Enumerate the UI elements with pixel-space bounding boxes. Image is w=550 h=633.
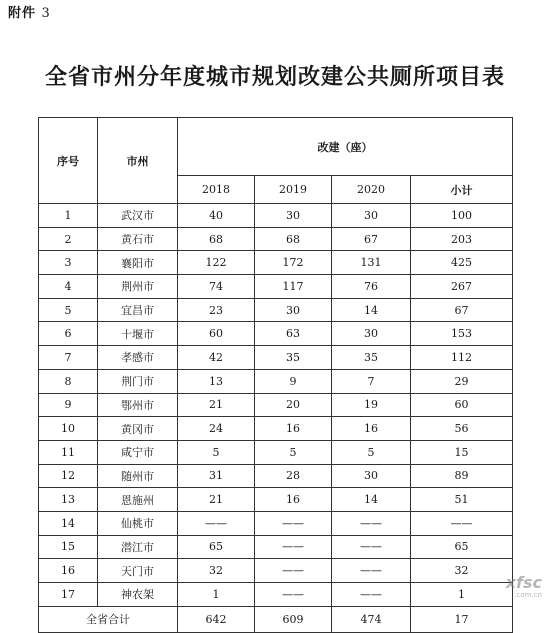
row-subtotal: 65 [411,535,513,559]
row-city: 潜江市 [98,535,178,559]
row-index: 8 [39,369,98,393]
row-2020: 67 [332,227,411,251]
row-city: 武汉市 [98,204,178,228]
attachment-number: 3 [41,6,51,21]
row-2019: —— [255,511,332,535]
table-row [39,369,513,393]
table-row [39,583,513,607]
row-2019: 5 [255,440,332,464]
row-2020: —— [332,535,411,559]
attachment-label-text: 附件 [8,6,37,21]
row-subtotal: 51 [411,488,513,512]
row-subtotal: 425 [411,251,513,275]
row-2019: 28 [255,464,332,488]
row-2018: 40 [178,204,255,228]
table-row [39,204,513,228]
row-2018: 21 [178,488,255,512]
row-index: 10 [39,417,98,441]
total-2018: 642 [178,606,255,632]
table-row [39,251,513,275]
col-header-subtotal: 小计 [411,176,513,204]
table-row [39,559,513,583]
table-body [39,204,513,607]
row-subtotal: 89 [411,464,513,488]
row-index: 9 [39,393,98,417]
row-index: 14 [39,511,98,535]
row-2020: 14 [332,488,411,512]
table-row [39,298,513,322]
col-header-2019: 2019 [255,176,332,204]
row-city: 襄阳市 [98,251,178,275]
watermark-suffix: .com.cn [514,591,542,599]
total-subtotal: 17 [411,606,513,632]
row-2018: 1 [178,583,255,607]
row-index: 15 [39,535,98,559]
row-subtotal: 1 [411,583,513,607]
row-2020: 14 [332,298,411,322]
attachment-label [8,2,51,21]
header-row-1 [39,118,513,176]
toilet-project-table [38,117,513,633]
row-subtotal: 203 [411,227,513,251]
row-2019: 117 [255,275,332,299]
total-row [39,606,513,632]
row-subtotal: 100 [411,204,513,228]
row-index: 5 [39,298,98,322]
col-header-index: 序号 [39,118,98,204]
row-2020: 7 [332,369,411,393]
row-2019: 9 [255,369,332,393]
row-subtotal: 29 [411,369,513,393]
table-row [39,464,513,488]
row-2020: 131 [332,251,411,275]
row-2018: 5 [178,440,255,464]
row-2020: 30 [332,322,411,346]
row-2020: —— [332,583,411,607]
row-city: 咸宁市 [98,440,178,464]
row-2019: 16 [255,488,332,512]
col-header-group: 改建（座） [178,118,513,176]
row-city: 随州市 [98,464,178,488]
col-header-2018: 2018 [178,176,255,204]
row-index: 6 [39,322,98,346]
row-2019: —— [255,535,332,559]
row-city: 十堰市 [98,322,178,346]
row-2019: 30 [255,298,332,322]
row-2019: —— [255,583,332,607]
row-2018: 32 [178,559,255,583]
row-city: 黄石市 [98,227,178,251]
row-2019: 172 [255,251,332,275]
table-row [39,322,513,346]
row-index: 3 [39,251,98,275]
row-city: 神农架 [98,583,178,607]
row-2019: —— [255,559,332,583]
table-row [39,511,513,535]
table-row [39,393,513,417]
row-index: 16 [39,559,98,583]
row-index: 1 [39,204,98,228]
row-city: 荆州市 [98,275,178,299]
row-2019: 68 [255,227,332,251]
row-2020: 19 [332,393,411,417]
row-2019: 30 [255,204,332,228]
row-city: 恩施州 [98,488,178,512]
row-index: 17 [39,583,98,607]
row-subtotal: 112 [411,346,513,370]
row-2019: 16 [255,417,332,441]
row-2020: 76 [332,275,411,299]
row-city: 宜昌市 [98,298,178,322]
row-2018: 23 [178,298,255,322]
row-2019: 20 [255,393,332,417]
table-row [39,275,513,299]
row-2018: 24 [178,417,255,441]
table-row [39,346,513,370]
row-2020: 5 [332,440,411,464]
table-row [39,488,513,512]
row-2020: —— [332,511,411,535]
table-row [39,417,513,441]
row-subtotal: —— [411,511,513,535]
row-2018: 31 [178,464,255,488]
row-subtotal: 60 [411,393,513,417]
row-index: 13 [39,488,98,512]
row-2020: 16 [332,417,411,441]
row-2018: —— [178,511,255,535]
col-header-2020: 2020 [332,176,411,204]
row-subtotal: 32 [411,559,513,583]
row-city: 天门市 [98,559,178,583]
total-2019: 609 [255,606,332,632]
row-2018: 65 [178,535,255,559]
row-city: 孝感市 [98,346,178,370]
document-title: 全省市州分年度城市规划改建公共厕所项目表 [44,65,505,90]
row-2018: 68 [178,227,255,251]
row-subtotal: 67 [411,298,513,322]
table-row [39,535,513,559]
row-subtotal: 15 [411,440,513,464]
watermark-text: xfsc [505,573,542,592]
watermark-logo [506,575,542,600]
row-index: 4 [39,275,98,299]
row-subtotal: 56 [411,417,513,441]
row-subtotal: 153 [411,322,513,346]
row-2020: 35 [332,346,411,370]
row-index: 2 [39,227,98,251]
row-2020: —— [332,559,411,583]
total-2020: 474 [332,606,411,632]
row-index: 11 [39,440,98,464]
col-header-city: 市州 [98,118,178,204]
row-index: 7 [39,346,98,370]
row-2018: 21 [178,393,255,417]
row-2018: 42 [178,346,255,370]
row-city: 黄冈市 [98,417,178,441]
row-index: 12 [39,464,98,488]
row-2018: 122 [178,251,255,275]
row-2020: 30 [332,464,411,488]
row-2019: 63 [255,322,332,346]
row-2018: 74 [178,275,255,299]
row-city: 仙桃市 [98,511,178,535]
row-subtotal: 267 [411,275,513,299]
row-2019: 35 [255,346,332,370]
row-2018: 60 [178,322,255,346]
row-2020: 30 [332,204,411,228]
total-label: 全省合计 [39,606,178,632]
table-row [39,227,513,251]
table-row [39,440,513,464]
row-2018: 13 [178,369,255,393]
row-city: 鄂州市 [98,393,178,417]
row-city: 荆门市 [98,369,178,393]
